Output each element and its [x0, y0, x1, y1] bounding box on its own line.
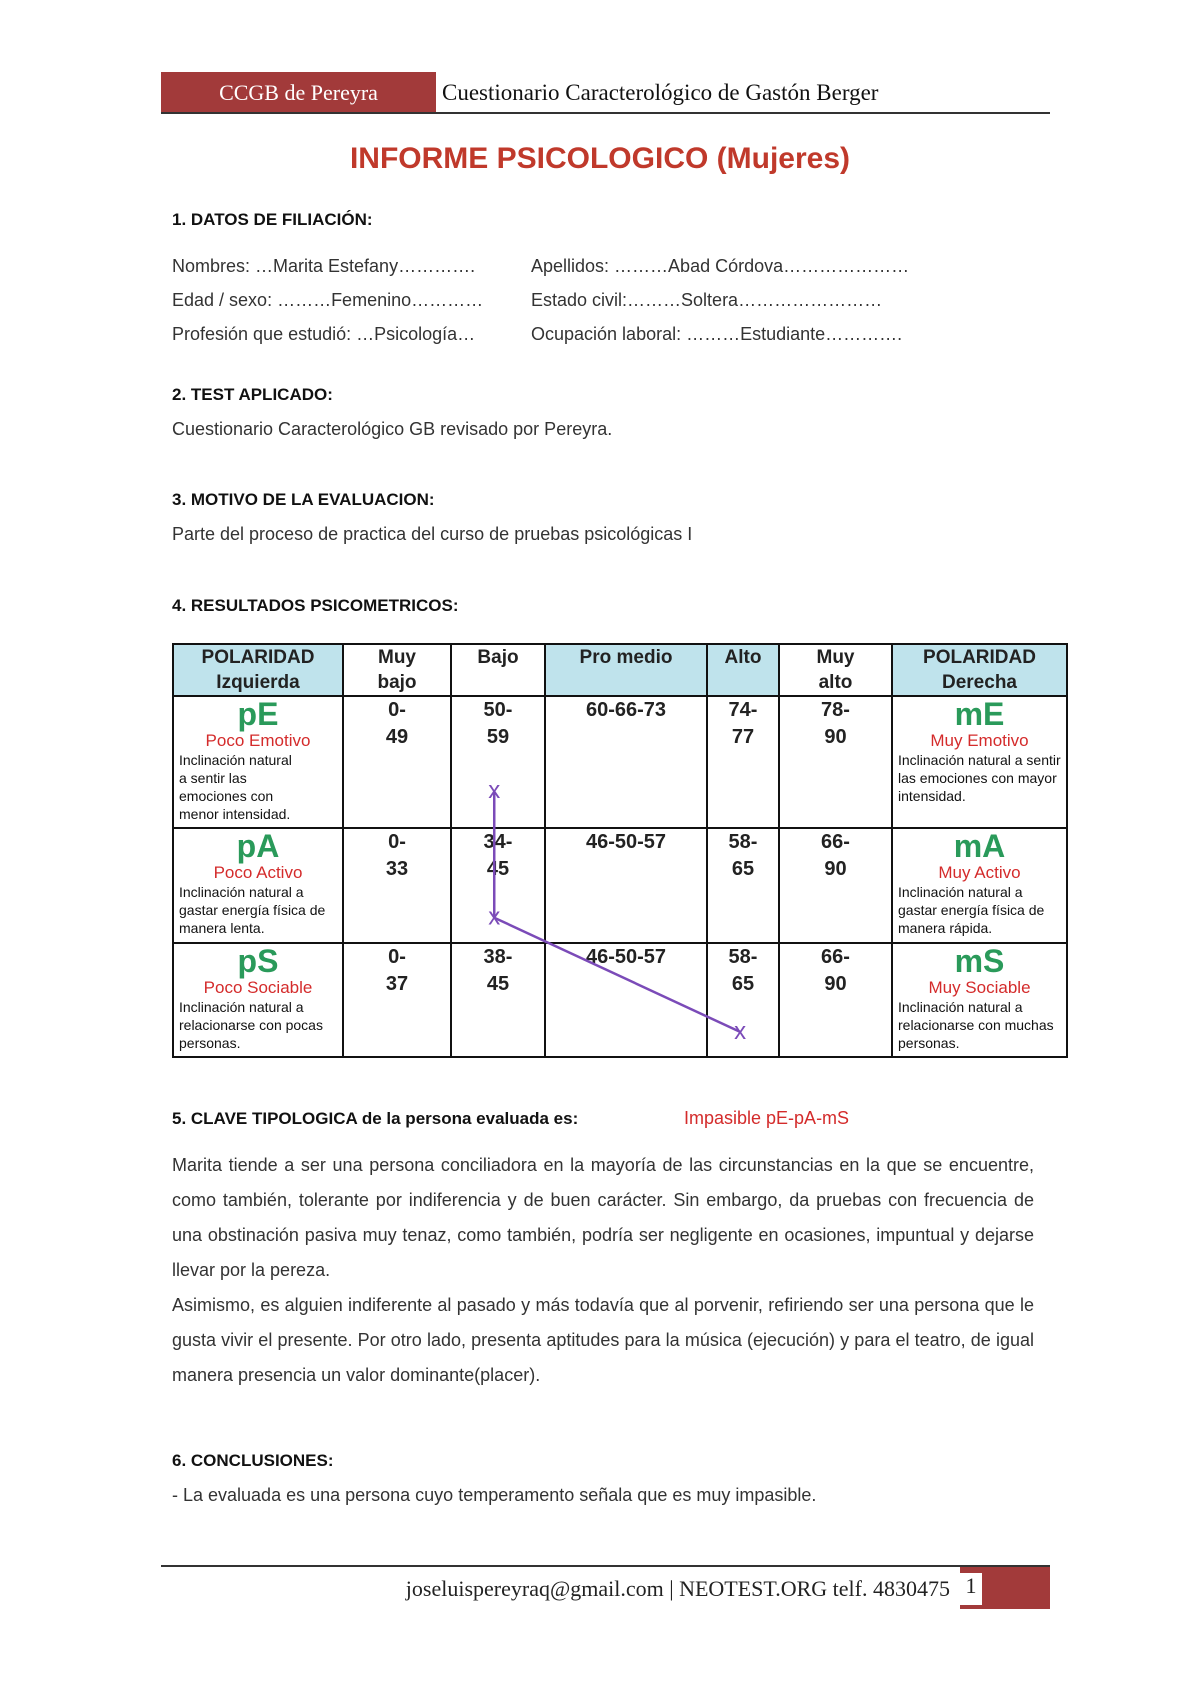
- right-code: mA: [953, 828, 1006, 864]
- left-code: pS: [237, 943, 279, 979]
- right-desc: Inclinación natural a relacionarse con muchas personas.: [898, 999, 1054, 1051]
- right-name: Muy Emotivo: [930, 731, 1029, 750]
- right-desc: Inclinación natural a gastar energía física de manera rápida.: [898, 884, 1045, 936]
- muy-bajo-cell: 0- 49: [343, 696, 451, 828]
- right-name: Muy Sociable: [928, 978, 1031, 997]
- right-desc: Inclinación natural a sentir las emociones con mayor intensidad.: [898, 752, 1061, 804]
- header-right-title: Cuestionario Caracterológico de Gastón Berger: [442, 80, 879, 105]
- section-5-paragraph-1: Marita tiende a ser una persona conciliadora en la mayoría de las circunstancias en la que se encuentre, como también, tolerante por indiferencia y de buen carácter. Sin embargo, da pruebas con frecuencia de una obstinación pasiva muy tenaz, como también, podría ser negligente en ocasiones, impuntual y dejarse llevar por la pereza.: [172, 1155, 1034, 1280]
- col-muy-bajo: Muy bajo: [343, 644, 451, 696]
- section-1-heading: 1. DATOS DE FILIACIÓN:: [172, 210, 373, 229]
- left-code: pA: [236, 828, 280, 864]
- section-5-paragraph-2: Asimismo, es alguien indiferente al pasado y más todavía que al porvenir, refiriendo ser una persona que le gusta vivir el presente. Por otro lado, presenta aptitudes para la música (ejecución) y para el teatro, de igual manera presencia un valor dominante(placer).: [172, 1295, 1034, 1385]
- footer-contact: joseluispereyraq@gmail.com | NEOTEST.ORG telf. 4830475: [405, 1576, 950, 1601]
- left-name: Poco Emotivo: [205, 731, 311, 750]
- alto-cell: 74- 77: [707, 696, 779, 828]
- right-code: mS: [954, 943, 1005, 979]
- promedio-cell: 46-50-57: [545, 943, 707, 1057]
- left-name: Poco Sociable: [203, 978, 313, 997]
- left-desc: Inclinación natural a sentir las emociones con menor intensidad.: [179, 752, 292, 822]
- profile-line: [494, 791, 740, 1032]
- muy-bajo-cell: 0- 33: [343, 828, 451, 943]
- field-edad-sexo: Edad / sexo: ………Femenino…………: [172, 290, 484, 310]
- field-profesion: Profesión que estudió: …Psicología…: [172, 324, 476, 344]
- profile-mark-pS: x: [734, 1017, 747, 1045]
- section-5-heading: 5. CLAVE TIPOLOGICA de la persona evaluada es:: [172, 1109, 579, 1128]
- promedio-cell: 60-66-73: [545, 696, 707, 828]
- muy-bajo-cell: 0- 37: [343, 943, 451, 1057]
- right-name: Muy Activo: [938, 863, 1021, 882]
- left-desc: Inclinación natural a relacionarse con pocas personas.: [179, 999, 323, 1051]
- col-polaridad-izquierda: POLARIDAD Izquierda: [173, 644, 343, 696]
- muy-alto-cell: 78- 90: [779, 696, 892, 828]
- section-3-text: Parte del proceso de practica del curso de pruebas psicológicas I: [172, 524, 693, 544]
- section-4-heading: 4. RESULTADOS PSICOMETRICOS:: [172, 596, 459, 615]
- clave-tipologica: Impasible pE-pA-mS: [684, 1108, 850, 1128]
- footer-divider: [161, 1565, 1050, 1567]
- col-polaridad-derecha: POLARIDAD Derecha: [892, 644, 1067, 696]
- left-name: Poco Activo: [213, 863, 303, 882]
- field-apellidos: Apellidos: ………Abad Córdova…………………: [531, 256, 910, 276]
- section-6-heading: 6. CONCLUSIONES:: [172, 1451, 334, 1470]
- muy-alto-cell: 66- 90: [779, 943, 892, 1057]
- left-code: pE: [237, 696, 279, 732]
- col-promedio: Pro medio: [545, 644, 707, 696]
- section-3-heading: 3. MOTIVO DE LA EVALUACION:: [172, 490, 435, 509]
- field-estado-civil: Estado civil:………Soltera……………………: [531, 290, 883, 310]
- conclusion-text: - La evaluada es una persona cuyo temperamento señala que es muy impasible.: [172, 1485, 817, 1505]
- bajo-cell: 38- 45: [451, 943, 545, 1057]
- field-ocupacion: Ocupación laboral: ………Estudiante………….: [531, 324, 903, 344]
- col-alto: Alto: [707, 644, 779, 696]
- page-number: 1: [960, 1573, 982, 1605]
- profile-mark-pA: x: [488, 903, 501, 931]
- profile-mark-pE: x: [488, 777, 501, 805]
- promedio-cell: 46-50-57: [545, 828, 707, 943]
- alto-cell: 58- 65: [707, 828, 779, 943]
- col-muy-alto: Muy alto: [779, 644, 892, 696]
- field-nombres: Nombres: …Marita Estefany………….: [172, 256, 476, 276]
- left-desc: Inclinación natural a gastar energía física de manera lenta.: [179, 884, 326, 936]
- col-bajo: Bajo: [451, 644, 545, 696]
- bajo-cell: 50- 59: [451, 696, 545, 828]
- alto-cell: 58- 65: [707, 943, 779, 1057]
- bajo-cell: 34- 45: [451, 828, 545, 943]
- section-2-heading: 2. TEST APLICADO:: [172, 385, 333, 404]
- page-title: INFORME PSICOLOGICO (Mujeres): [349, 142, 851, 175]
- header-left-title: CCGB de Pereyra: [219, 80, 378, 105]
- section-2-text: Cuestionario Caracterológico GB revisado por Pereyra.: [172, 419, 613, 439]
- right-code: mE: [954, 696, 1005, 732]
- muy-alto-cell: 66- 90: [779, 828, 892, 943]
